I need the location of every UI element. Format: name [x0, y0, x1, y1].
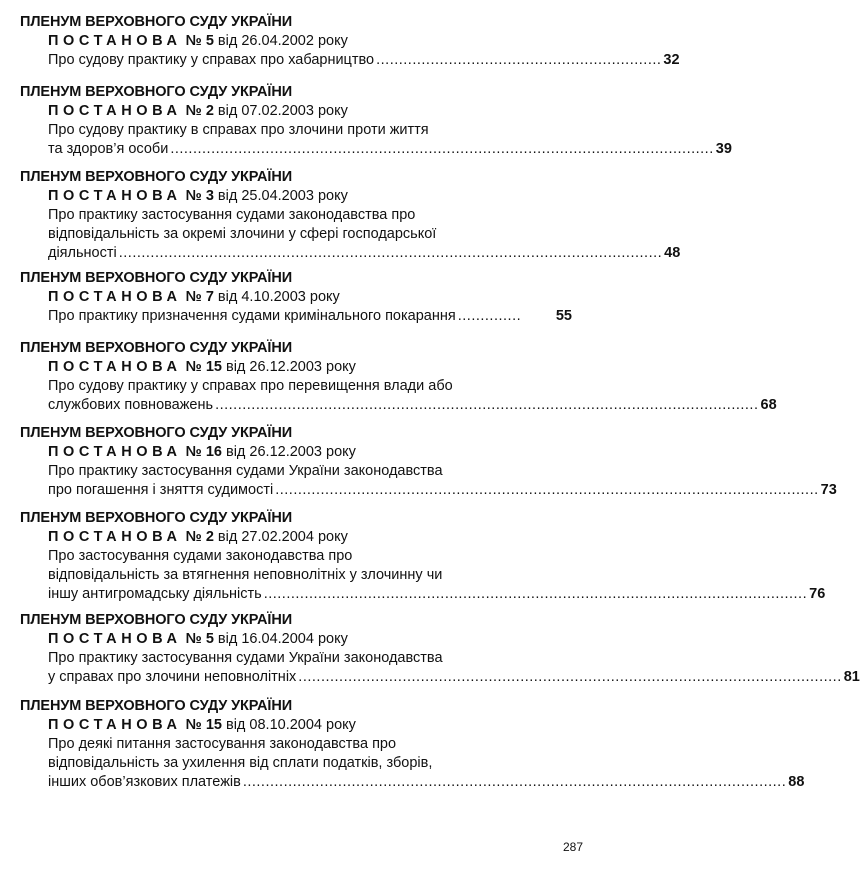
dot-leader: ........................................................................................................................	[215, 397, 759, 413]
dot-leader: ........................................................................................................................	[118, 245, 663, 261]
page-number: 287	[563, 840, 584, 854]
decree-date: від 07.02.2003 року	[213, 103, 348, 119]
court-heading: ПЛЕНУМ ВЕРХОВНОГО СУДУ УКРАЇНИ	[20, 340, 293, 356]
court-heading: ПЛЕНУМ ВЕРХОВНОГО СУДУ УКРАЇНИ	[20, 425, 293, 441]
page-ref[interactable]: 73	[820, 482, 837, 498]
decree-line	[48, 442, 572, 462]
dot-leader: ...............................................................	[376, 52, 662, 68]
title-line: відповідальність за ухилення від сплати податків, зборів,	[48, 755, 433, 771]
decree-date: від 25.04.2003 року	[213, 188, 348, 204]
dot-leader: ........................................................................................................................	[242, 774, 787, 790]
dot-leader: ........................................................................................................................	[263, 586, 808, 602]
court-heading: ПЛЕНУМ ВЕРХОВНОГО СУДУ УКРАЇНИ	[20, 14, 293, 30]
decree-word: ПОСТАНОВА	[48, 631, 182, 647]
decree-number: № 15	[181, 717, 222, 733]
title-line: Про деякі питання застосування законодавства про	[48, 736, 397, 752]
page-ref[interactable]: 76	[809, 586, 826, 602]
title-text: іншу антигромадську діяльність	[48, 586, 262, 602]
toc-entry	[20, 424, 837, 500]
decree-date: від 26.04.2002 року	[213, 33, 348, 49]
title-line: Про судову практику у справах про перевищення влади або	[48, 378, 453, 394]
title-line-last	[48, 668, 860, 687]
decree-title	[48, 649, 860, 687]
toc-entry	[20, 83, 732, 159]
toc-entry	[20, 269, 572, 326]
decree-title	[48, 377, 777, 415]
court-heading: ПЛЕНУМ ВЕРХОВНОГО СУДУ УКРАЇНИ	[20, 84, 293, 100]
title-line-last	[48, 244, 681, 263]
decree-word: ПОСТАНОВА	[48, 717, 182, 733]
decree-number: № 2	[181, 103, 214, 119]
title-line-last	[48, 140, 732, 159]
court-heading: ПЛЕНУМ ВЕРХОВНОГО СУДУ УКРАЇНИ	[20, 169, 293, 185]
page-ref[interactable]: 68	[760, 397, 777, 413]
decree-title	[48, 121, 732, 159]
title-text: про погашення і зняття судимості	[48, 482, 274, 498]
toc-entry	[20, 697, 805, 792]
decree-title	[48, 547, 826, 604]
dot-leader: ........................................................................................................................	[170, 141, 714, 157]
toc-entry	[20, 13, 680, 70]
decree-date: від 08.10.2004 року	[221, 717, 356, 733]
title-line-last	[48, 481, 837, 500]
decree-date: від 27.02.2004 року	[213, 529, 348, 545]
court-heading: ПЛЕНУМ ВЕРХОВНОГО СУДУ УКРАЇНИ	[20, 698, 293, 714]
page-ref[interactable]: 39	[715, 141, 732, 157]
title-line: відповідальність за втягнення неповнолітніх у злочинну чи	[48, 567, 443, 583]
decree-word: ПОСТАНОВА	[48, 529, 182, 545]
page-ref[interactable]: 81	[843, 669, 860, 685]
toc-entry	[20, 509, 826, 604]
page-ref[interactable]: 88	[788, 774, 805, 790]
title-text: інших обов’язкових платежів	[48, 774, 241, 790]
title-text: службових повноважень	[48, 397, 214, 413]
title-line: Про практику застосування судами України законодавства	[48, 650, 443, 666]
title-line-last	[48, 396, 777, 415]
decree-word: ПОСТАНОВА	[48, 33, 182, 49]
page-ref[interactable]: 55	[555, 308, 572, 324]
decree-date: від 26.12.2003 року	[221, 359, 356, 375]
dot-leader: ........................................................................................................................	[298, 669, 842, 685]
decree-title	[48, 206, 681, 263]
title-text: Про судову практику у справах про хабарництво	[48, 52, 375, 68]
decree-number: № 16	[181, 444, 222, 460]
decree-date: від 4.10.2003 року	[213, 289, 340, 305]
dot-leader: ..............	[457, 308, 522, 324]
decree-line	[48, 357, 572, 377]
decree-date: від 16.04.2004 року	[213, 631, 348, 647]
decree-title	[48, 307, 572, 326]
decree-word: ПОСТАНОВА	[48, 188, 182, 204]
court-heading: ПЛЕНУМ ВЕРХОВНОГО СУДУ УКРАЇНИ	[20, 270, 293, 286]
decree-word: ПОСТАНОВА	[48, 103, 182, 119]
decree-number: № 5	[181, 631, 214, 647]
decree-title	[48, 735, 805, 792]
decree-line	[48, 101, 572, 121]
decree-title	[48, 51, 680, 70]
decree-line	[48, 186, 572, 206]
title-text: та здоров’я особи	[48, 141, 169, 157]
title-line-last	[48, 307, 572, 326]
title-line-last	[48, 773, 805, 792]
decree-number: № 3	[181, 188, 214, 204]
title-line-last	[48, 51, 680, 70]
decree-date: від 26.12.2003 року	[221, 444, 356, 460]
toc-entry	[20, 339, 777, 415]
dot-leader: ........................................................................................................................	[275, 482, 819, 498]
title-line: Про судову практику в справах про злочини проти життя	[48, 122, 429, 138]
decree-word: ПОСТАНОВА	[48, 444, 182, 460]
decree-word: ПОСТАНОВА	[48, 359, 182, 375]
decree-line	[48, 527, 572, 547]
decree-number: № 7	[181, 289, 214, 305]
decree-title	[48, 462, 837, 500]
title-line-last	[48, 585, 826, 604]
decree-line	[48, 629, 572, 649]
decree-word: ПОСТАНОВА	[48, 289, 182, 305]
decree-number: № 2	[181, 529, 214, 545]
title-line: Про практику застосування судами законодавства про	[48, 207, 416, 223]
page-ref[interactable]: 48	[664, 245, 681, 261]
title-text: у справах про злочини неповнолітніх	[48, 669, 297, 685]
decree-number: № 5	[181, 33, 214, 49]
page-ref[interactable]: 32	[663, 52, 680, 68]
court-heading: ПЛЕНУМ ВЕРХОВНОГО СУДУ УКРАЇНИ	[20, 612, 293, 628]
decree-line	[48, 715, 572, 735]
title-line: Про застосування судами законодавства про	[48, 548, 353, 564]
title-line: Про практику застосування судами України законодавства	[48, 463, 443, 479]
decree-line	[48, 287, 572, 307]
decree-number: № 15	[181, 359, 222, 375]
title-line: відповідальність за окремі злочини у сфері господарської	[48, 226, 437, 242]
toc-entry	[20, 168, 681, 263]
title-text: діяльності	[48, 245, 117, 261]
title-text: Про практику призначення судами кримінального покарання	[48, 308, 456, 324]
decree-line	[48, 31, 572, 51]
toc-entry	[20, 611, 860, 687]
court-heading: ПЛЕНУМ ВЕРХОВНОГО СУДУ УКРАЇНИ	[20, 510, 293, 526]
